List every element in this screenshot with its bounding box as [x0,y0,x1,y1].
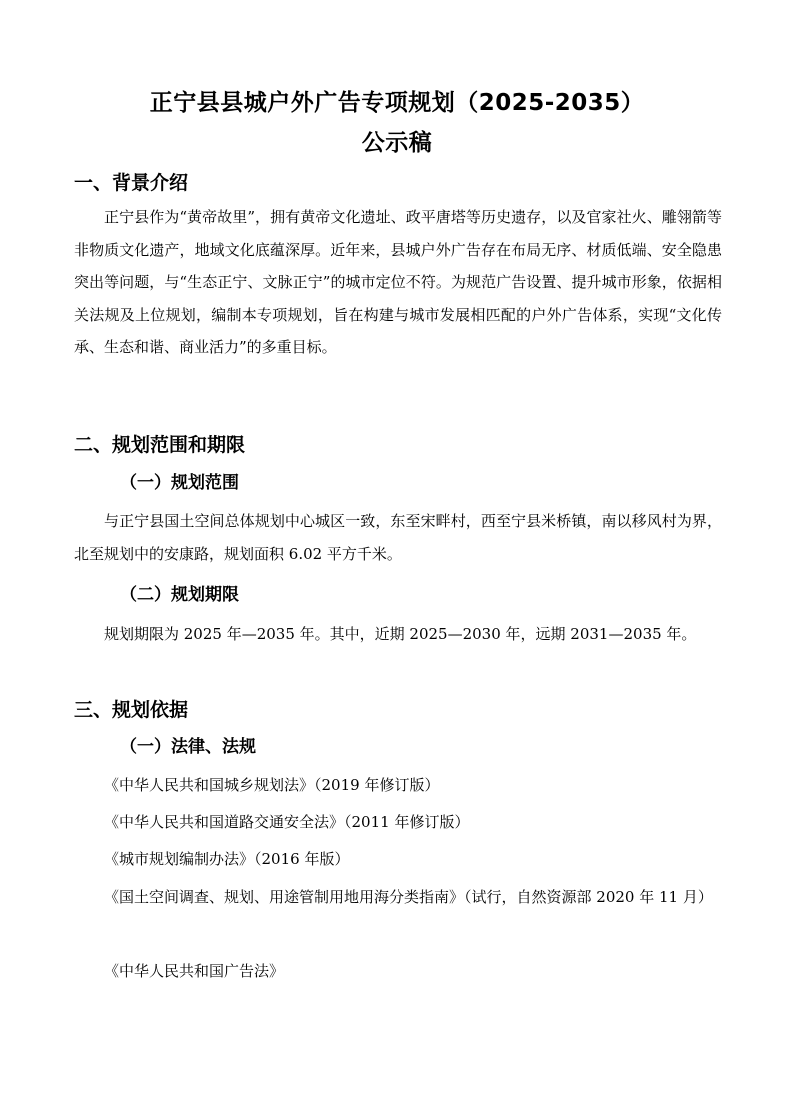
background-paragraph: 正宁县作为“黄帝故里”，拥有黄帝文化遗址、政平唐塔等历史遗存，以及官家社火、雕翎箭等非物质文化遗产，地域文化底蕴深厚。近年来，县城户外广告存在布局无序、材质低端、安全隐患突出等问题，与“生态正宁、文脉正宁”的城市定位不符。为规范广告设置、提升城市形象，依据相关法规及上位规划，编制本专项规划，旨在构建与城市发展相匹配的户外广告体系，实现“文化传承、生态和谐、商业活力”的多重目标。 [74,208,722,356]
section-heading-basis: 三、规划依据 [74,699,189,721]
scope-paragraph: 与正宁县国土空间总体规划中心城区一致，东至宋畔村，西至宁县米桥镇，南以移风村为界，北至规划中的安康路，规划面积 6.02 平方千米。 [74,512,722,563]
subheading-period: （二）规划期限 [120,585,239,605]
law-list-item: 《国土空间调查、规划、用途管制用地用海分类指南》（试行，自然资源部 2020 年 11 月） [104,888,713,906]
section-heading-scope-period: 二、规划范围和期限 [74,434,246,456]
document-title: 正宁县县城户外广告专项规划（2025-2035） [149,90,645,116]
law-list-item: 《城市规划编制办法》（2016 年版） [104,850,350,868]
law-list-item: 《中华人民共和国道路交通安全法》（2011 年修订版） [104,813,470,831]
document-subtitle: 公示稿 [361,130,433,156]
period-paragraph: 规划期限为 2025 年—2035 年。其中，近期 2025—2030 年，远期 2031—2035 年。 [104,625,697,643]
subheading-laws: （一）法律、法规 [120,737,256,757]
law-list-item: 《中华人民共和国广告法》 [104,962,285,980]
subheading-scope: （一）规划范围 [120,473,239,493]
law-list-item: 《中华人民共和国城乡规划法》（2019 年修订版） [104,776,440,794]
section-heading-background: 一、背景介绍 [74,172,189,194]
